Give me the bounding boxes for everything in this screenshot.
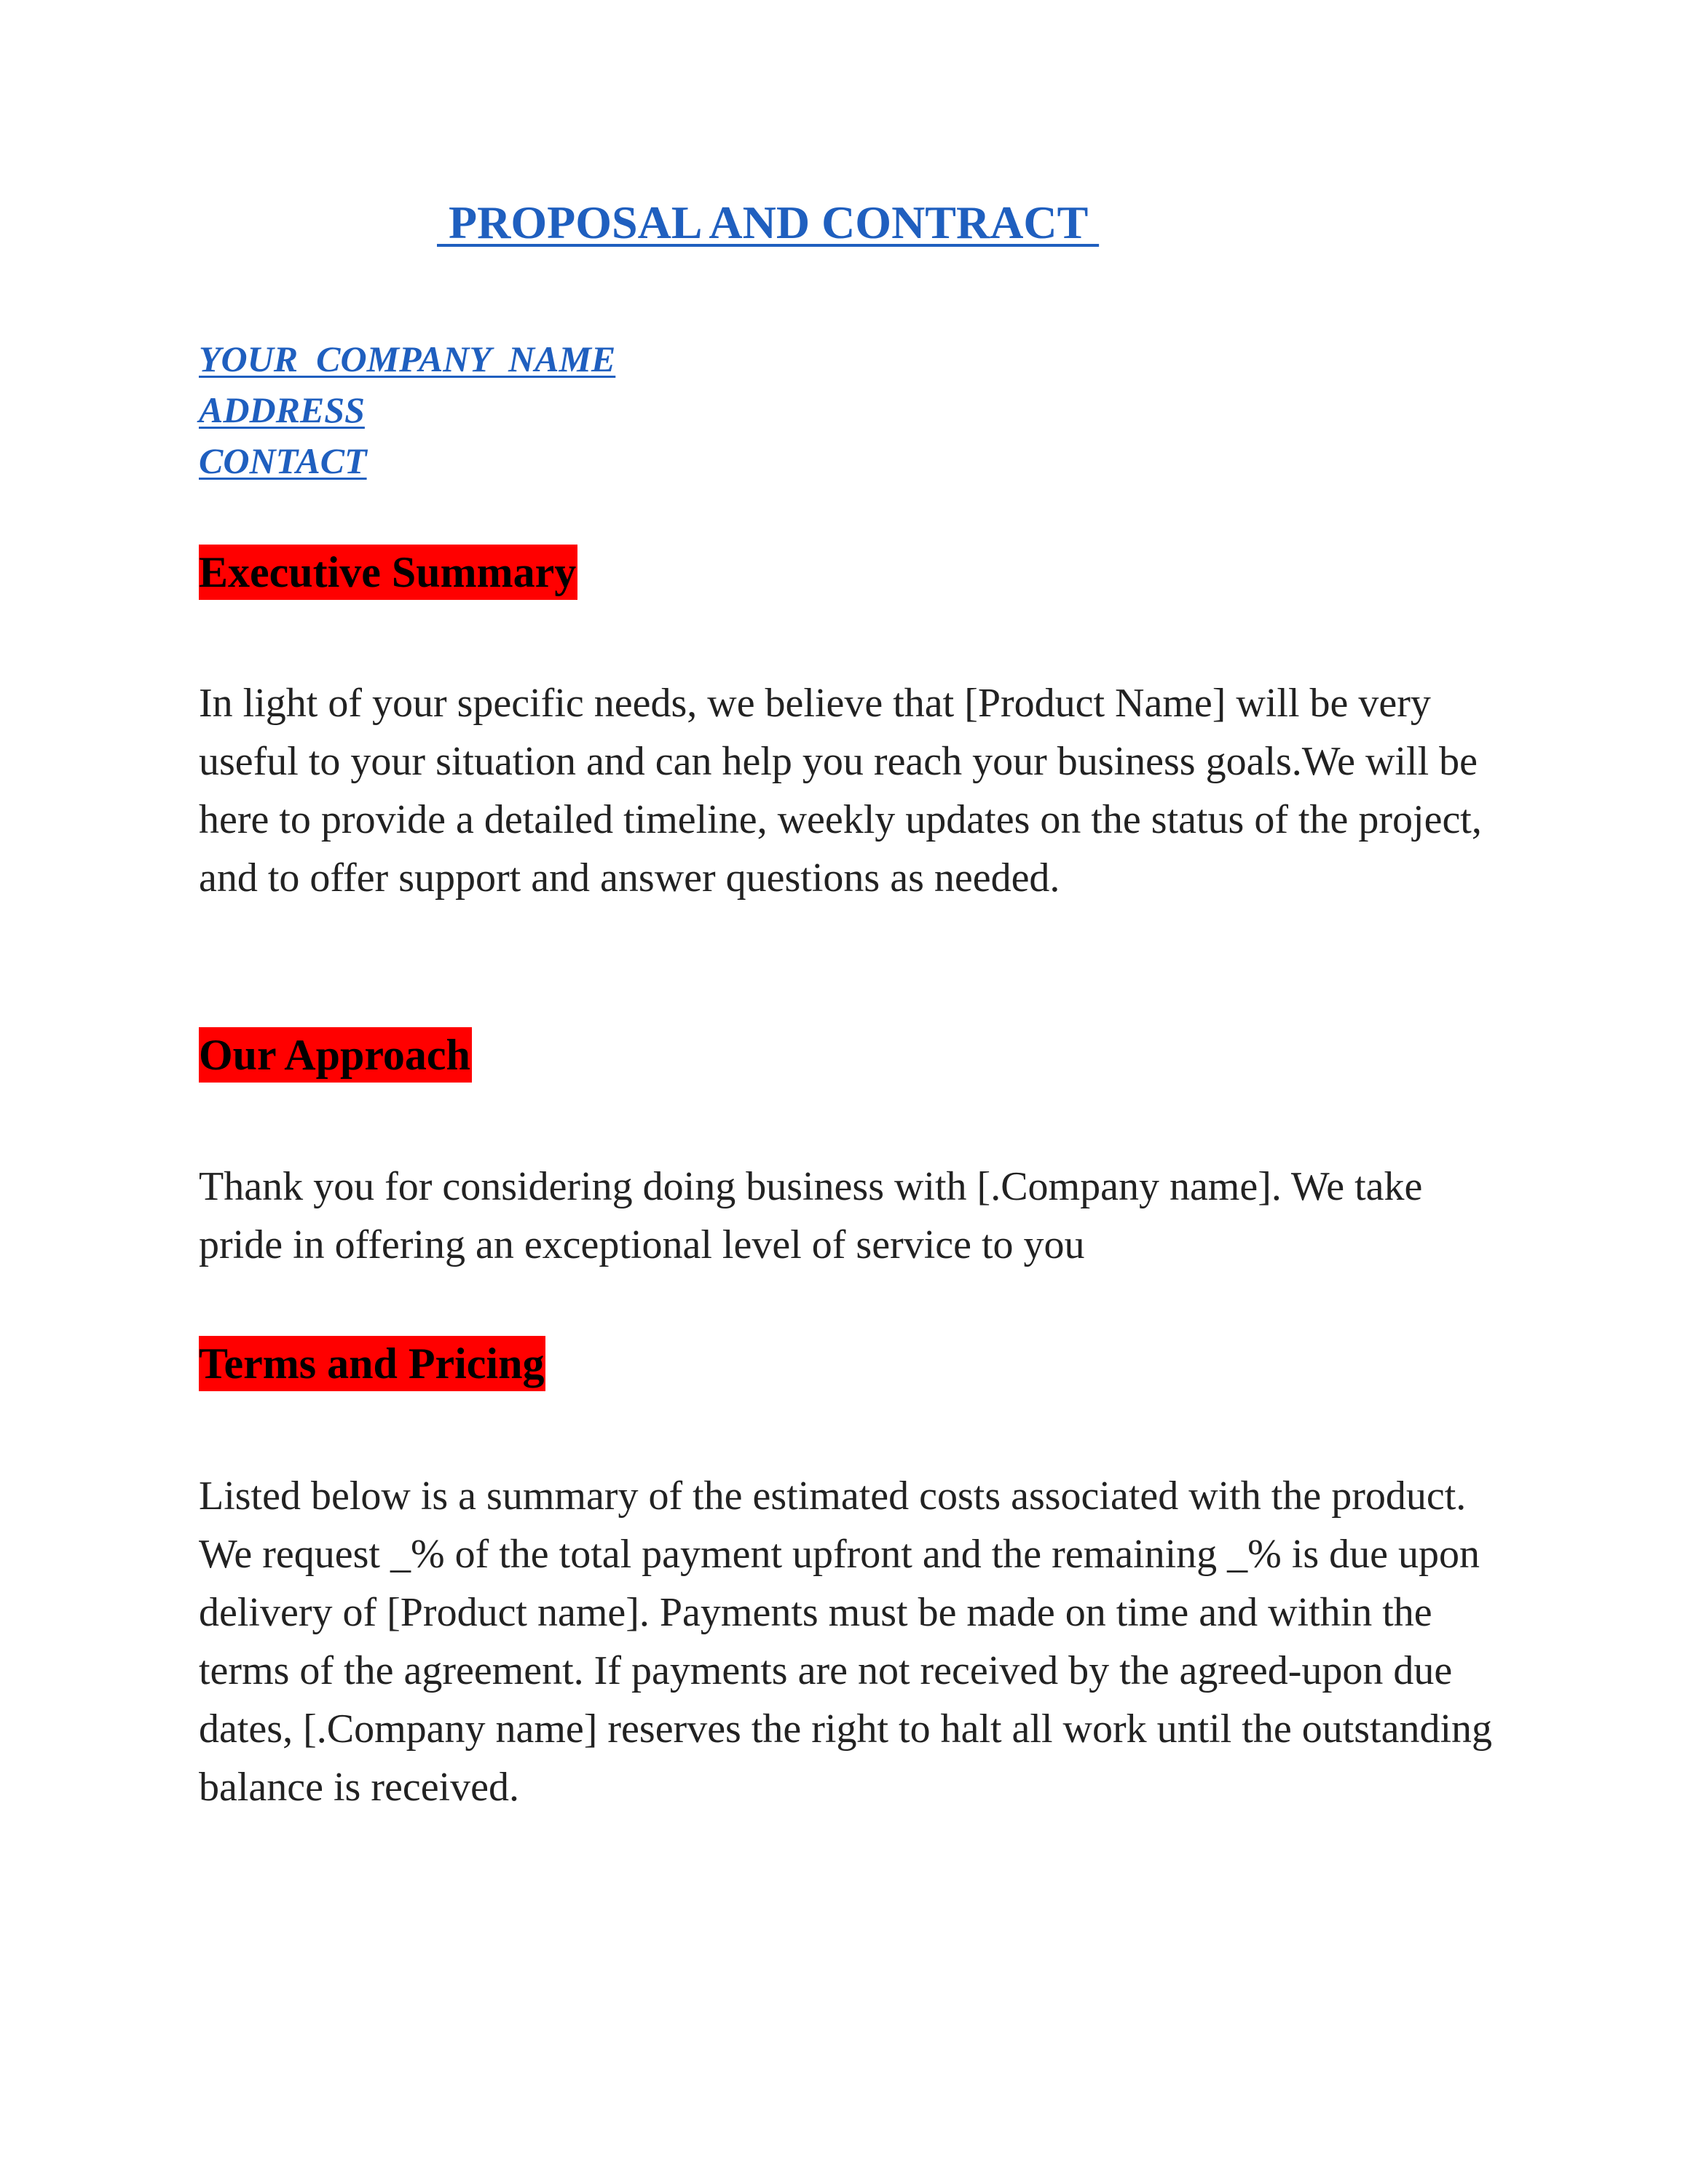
company-address-link[interactable]: ADDRESS bbox=[199, 389, 365, 430]
company-name-link[interactable]: YOUR COMPANY NAME bbox=[199, 339, 616, 379]
company-contact-link[interactable]: CONTACT bbox=[199, 440, 367, 481]
terms-and-pricing-text: Listed below is a summary of the estimated costs associated with the product. We request _% of the total payment upfront and the remaining _% is due upon delivery of [Product name]. Payments must be made on time and within the terms of the agreement. If payments are not received by the agreed-upon due dates, [.Company name] reserves the right to halt all work until the outstanding balance is received. bbox=[199, 1473, 1493, 1810]
our-approach-heading: Our Approach bbox=[199, 1027, 472, 1083]
company-info-block bbox=[199, 333, 615, 486]
terms-and-pricing-heading: Terms and Pricing bbox=[199, 1336, 545, 1391]
document-title: PROPOSAL AND CONTRACT bbox=[437, 197, 1100, 248]
executive-summary-text: In light of your specific needs, we believe that [Product Name] will be very useful to your situation and can help you reach your business goals.We will be here to provide a detailed timeline, weekly updates on the status of the project, and to offer support and answer questions as needed. bbox=[199, 681, 1482, 901]
our-approach-text: Thank you for considering doing business with [.Company name]. We take pride in offering an exceptional level of service to you bbox=[199, 1164, 1423, 1267]
executive-summary-heading: Executive Summary bbox=[199, 545, 577, 600]
